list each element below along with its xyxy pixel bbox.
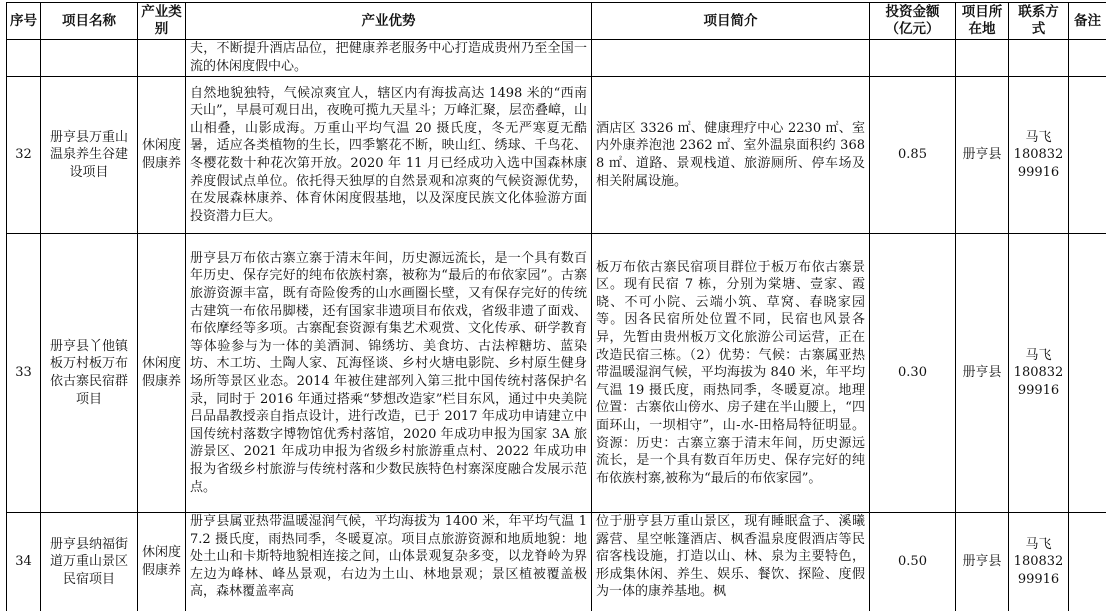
header-name: 项目名称 [41,3,138,40]
cell-empty [870,40,956,77]
advantage-text: 夫，不断提升酒店品位，把健康养老服务中心打造成贵州乃至全国一流的休闲度假中心。 [186,40,592,77]
contact-phone: 18083299916 [1013,147,1064,180]
header-location: 项目所在地 [956,3,1009,40]
intro-text: 酒店区 3326 ㎡、健康理疗中心 2230 ㎡、室内外康养泡池 2362 ㎡、室外温泉面积约 3688 ㎡、道路、景观栈道、旅游厕所、停车场及相关附属设施。 [592,77,870,234]
row-seq: 32 [7,77,41,234]
remark [1069,513,1107,612]
table-row [7,513,1107,612]
contact-cell [1009,77,1069,234]
row-seq: 33 [7,234,41,513]
project-name: 册亨县万重山温泉养生谷建设项目 [41,77,138,234]
cell-empty [1069,40,1107,77]
table-row [7,234,1107,513]
contact-name: 马飞 [1025,536,1052,552]
table-row [7,77,1107,234]
contact-name: 马飞 [1025,347,1052,363]
project-category: 休闲度假康养 [138,77,186,234]
cell-empty [138,40,186,77]
contact-name: 马飞 [1025,129,1052,145]
header-invest: 投资金额（亿元） [870,3,956,40]
intro-text: 位于册亨县万重山景区，现有睡眠盒子、溪曦露营、星空帐篷酒店、枫香温泉度假酒店等民宿客栈设施，打造以山、林、泉为主要特色，形成集休闲、养生、娱乐、餐饮、探险、度假为一体的康养基地。枫 [592,513,870,612]
header-category: 产业类别 [138,3,186,40]
contact-cell [1009,234,1069,513]
advantage-text: 册亨县万布依古寨立寨于清末年间，历史源远流长，是一个具有数百年历史、保存完好的纯布依族村寨，被称为“最后的布依家园”。古寨旅游资源丰富，既有奇险俊秀的山水画圈长壁，又有保存完好的传统古建筑一布依吊脚楼，还有国家非遗项目布依戏，省级非遗了面戏、布依摩经等多项。古寨配套资源有集艺术观赏、文化传承、研学教育等体验参与为一体的美酒洞、锦绣坊、美食坊、古法榨糖坊、蓝染坊、木工坊、土陶人家、瓦海怪谈、乡村火塘电影院、乡村原生健身场所等景区业态。2014 年被住建部列入第三批中国传统村落保护名录，同时于 2016 年通过搭乘“梦想改造家”栏目东风，通过中央美院吕品晶教授亲自指点设计，进行改造，已于 2017 年成功申请建立中国传统村落数字博物馆优秀村落馆，2020 年成功申报为国家 3A 旅游景区、2021 年成功申报为省级乡村旅游重点村、2022 年成功申报为省级乡村旅游与传统村落和少数民族特色村寨深度融合发展示范点。 [186,234,592,513]
project-location: 册亨县 [956,234,1009,513]
project-category: 休闲度假康养 [138,513,186,612]
header-remark: 备注 [1069,3,1107,40]
cell-empty [41,40,138,77]
header-row [7,3,1107,40]
contact-phone: 18083299916 [1013,554,1064,587]
intro-text: 板万布依古寨民宿项目群位于板万布依古寨景区。现有民宿 7 栋，分别为棠塘、壹家、霞晓、不可小院、云端小筑、草窝、春晓家园等。因各民宿所处位置不同，民宿也风景各异，先暂由贵州板万文化旅游公司运营，正在改造民宿三栋。（2）优势：气候：古寨属亚热带温暖湿润气候，平均海拔为 840 米，年平均气温 19 摄氏度，雨热同季，冬暖夏凉。地理位置：古寨依山傍水、房子建在半山腰上，“四面环山，一坝相守”，山-水-田格局特征明显。资源：历史：古寨立寨于清末年间，历史源远流长，是一个具有数百年历史、保存完好的纯布依族村寨,被称为“最后的布依家园”。 [592,234,870,513]
invest-amount: 0.50 [870,513,956,612]
cell-empty [956,40,1009,77]
header-seq: 序号 [7,3,41,40]
project-name: 册亨县丫他镇板万村板万布依古寨民宿群项目 [41,234,138,513]
project-name: 册亨县纳福街道万重山景区民宿项目 [41,513,138,612]
contact-cell [1009,513,1069,612]
document-page [6,2,1106,611]
advantage-text: 自然地貌独特，气候凉爽宜人，辖区内有海拔高达 1498 米的“西南天山”，早晨可观日出，夜晚可揽九天星斗；万峰汇聚，层峦叠嶂，山山相叠，山影成海。万重山平均气温 20 摄氏度，冬无严寒夏无酷暑，适应各类植物的生长，四季繁花不断，映山红、绣球、千鸟花、冬樱花数十种花次第开放。2020 年 11 月已经成功入选中国森林康养度假试点单位。依托得天独厚的自然景观和凉爽的气候资源优势，在发展森林康养、体育休闲度假基地，以及深度民族文化体验游方面投资潜力巨大。 [186,77,592,234]
continuation-row [7,40,1107,77]
project-location: 册亨县 [956,77,1009,234]
project-location: 册亨县 [956,513,1009,612]
project-table [6,2,1106,611]
cell-empty [592,40,870,77]
project-category: 休闲度假康养 [138,234,186,513]
invest-amount: 0.85 [870,77,956,234]
row-seq: 34 [7,513,41,612]
cell-empty [1009,40,1069,77]
advantage-text: 册亨县属亚热带温暖湿润气候，平均海拔为 1400 米，年平均气温 17.2 摄氏度，雨热同季，冬暖夏凉。项目点旅游资源和地质地貌：地处土山和卡斯特地貌相连接之间，山体景观复杂多变，以龙脊岭为界左边为峰林、峰丛景观，右边为土山、林地景观；景区植被覆盖极高，森林覆盖率高 [186,513,592,612]
contact-phone: 18083299916 [1013,365,1064,398]
header-contact: 联系方式 [1009,3,1069,40]
header-intro: 项目简介 [592,3,870,40]
header-advantage: 产业优势 [186,3,592,40]
remark [1069,234,1107,513]
invest-amount: 0.30 [870,234,956,513]
remark [1069,77,1107,234]
cell-empty [7,40,41,77]
